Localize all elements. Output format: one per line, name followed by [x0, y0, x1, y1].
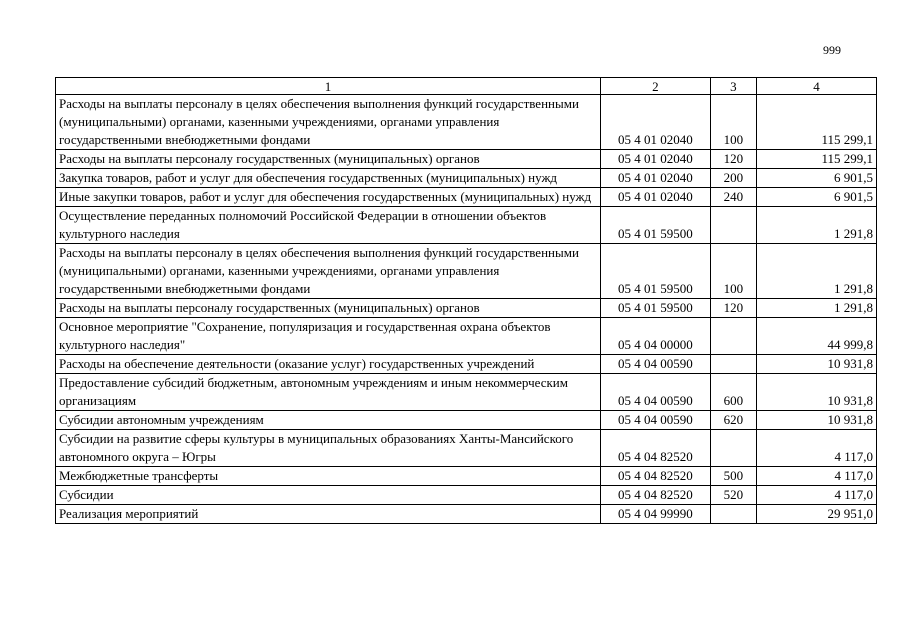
row-name: Субсидии на развитие сферы культуры в муниципальных образованиях Ханты-Мансийского автономного округа – Югры [56, 430, 601, 467]
row-type: 100 [710, 95, 756, 150]
table-row [56, 150, 877, 169]
row-code: 05 4 04 99990 [600, 505, 710, 524]
row-type: 500 [710, 467, 756, 486]
row-code: 05 4 01 02040 [600, 188, 710, 207]
table-row [56, 486, 877, 505]
table-body [56, 95, 877, 524]
row-name: Субсидии автономным учреждениям [56, 411, 601, 430]
table-row [56, 467, 877, 486]
header-col-3: 3 [710, 78, 756, 95]
row-amount: 10 931,8 [756, 355, 876, 374]
row-type: 600 [710, 374, 756, 411]
row-name: Расходы на обеспечение деятельности (оказание услуг) государственных учреждений [56, 355, 601, 374]
row-amount: 6 901,5 [756, 188, 876, 207]
row-amount: 1 291,8 [756, 207, 876, 244]
row-code: 05 4 04 00590 [600, 374, 710, 411]
row-type [710, 355, 756, 374]
row-amount: 10 931,8 [756, 411, 876, 430]
table-row [56, 188, 877, 207]
row-name: Реализация мероприятий [56, 505, 601, 524]
row-amount: 4 117,0 [756, 486, 876, 505]
row-type: 120 [710, 299, 756, 318]
row-code: 05 4 01 02040 [600, 150, 710, 169]
row-type: 200 [710, 169, 756, 188]
table-row [56, 299, 877, 318]
table-row [56, 374, 877, 411]
table-row [56, 411, 877, 430]
row-name: Субсидии [56, 486, 601, 505]
row-amount: 10 931,8 [756, 374, 876, 411]
row-type: 620 [710, 411, 756, 430]
row-amount: 115 299,1 [756, 95, 876, 150]
row-name: Предоставление субсидий бюджетным, автономным учреждениям и иным некоммерческим организациям [56, 374, 601, 411]
row-type [710, 318, 756, 355]
row-name: Основное мероприятие "Сохранение, популяризация и государственная охрана объектов культурного наследия" [56, 318, 601, 355]
table-row [56, 244, 877, 299]
page-number: 999 [823, 43, 841, 57]
row-name: Иные закупки товаров, работ и услуг для обеспечения государственных (муниципальных) нужд [56, 188, 601, 207]
row-code: 05 4 04 82520 [600, 467, 710, 486]
row-type [710, 505, 756, 524]
row-name: Расходы на выплаты персоналу в целях обеспечения выполнения функций государственными (муниципальными) органами, казенными учреждениями, органами управления государственными внебюджетными фондами [56, 244, 601, 299]
row-name: Расходы на выплаты персоналу в целях обеспечения выполнения функций государственными (муниципальными) органами, казенными учреждениями, органами управления государственными внебюджетными фондами [56, 95, 601, 150]
row-name: Осуществление переданных полномочий Российской Федерации в отношении объектов культурного наследия [56, 207, 601, 244]
row-code: 05 4 04 00590 [600, 411, 710, 430]
row-type [710, 430, 756, 467]
row-amount: 4 117,0 [756, 467, 876, 486]
row-name: Закупка товаров, работ и услуг для обеспечения государственных (муниципальных) нужд [56, 169, 601, 188]
row-amount: 44 999,8 [756, 318, 876, 355]
row-code: 05 4 01 59500 [600, 244, 710, 299]
row-code: 05 4 01 02040 [600, 169, 710, 188]
row-amount: 1 291,8 [756, 244, 876, 299]
row-code: 05 4 01 59500 [600, 299, 710, 318]
row-amount: 6 901,5 [756, 169, 876, 188]
row-code: 05 4 04 82520 [600, 486, 710, 505]
table-row [56, 318, 877, 355]
row-code: 05 4 04 00590 [600, 355, 710, 374]
row-name: Расходы на выплаты персоналу государственных (муниципальных) органов [56, 150, 601, 169]
row-amount: 4 117,0 [756, 430, 876, 467]
row-code: 05 4 04 00000 [600, 318, 710, 355]
row-amount: 29 951,0 [756, 505, 876, 524]
table-row [56, 430, 877, 467]
row-type: 120 [710, 150, 756, 169]
row-type [710, 207, 756, 244]
header-col-4: 4 [756, 78, 876, 95]
table-row [56, 95, 877, 150]
table-row [56, 207, 877, 244]
row-name: Расходы на выплаты персоналу государственных (муниципальных) органов [56, 299, 601, 318]
table-row [56, 505, 877, 524]
row-name: Межбюджетные трансферты [56, 467, 601, 486]
row-code: 05 4 01 59500 [600, 207, 710, 244]
row-type: 240 [710, 188, 756, 207]
row-type: 100 [710, 244, 756, 299]
row-type: 520 [710, 486, 756, 505]
row-code: 05 4 04 82520 [600, 430, 710, 467]
header-col-2: 2 [600, 78, 710, 95]
table-row [56, 355, 877, 374]
row-code: 05 4 01 02040 [600, 95, 710, 150]
row-amount: 115 299,1 [756, 150, 876, 169]
row-amount: 1 291,8 [756, 299, 876, 318]
table-header-row [56, 78, 877, 95]
budget-table [55, 77, 877, 524]
header-col-1: 1 [56, 78, 601, 95]
table-row [56, 169, 877, 188]
